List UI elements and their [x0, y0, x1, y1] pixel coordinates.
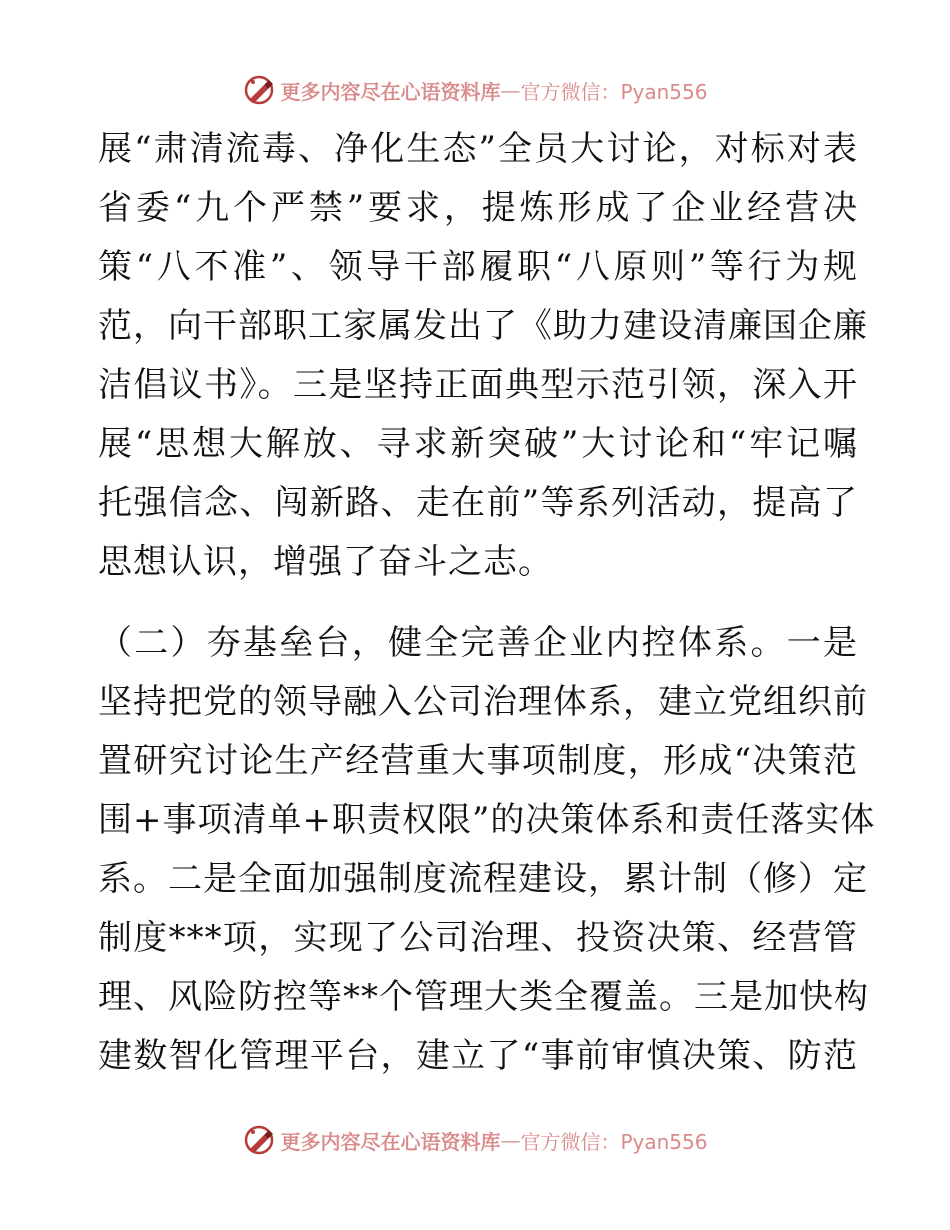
header-banner [0, 70, 950, 110]
banner-wechat: 官方微信：Pyan556 [520, 79, 708, 104]
text-line: 系。二是全面加强制度流程建设，累计制（修）定 [98, 859, 868, 899]
text-line: 展“肃清流毒、净化生态”全员大讨论，对标对表 [98, 129, 858, 169]
text-line: 思想认识，增强了奋斗之志。 [98, 542, 553, 582]
banner-separator: — [500, 1128, 521, 1152]
text-line: 坚持把党的领导融入公司治理体系，建立党组织前 [98, 682, 868, 722]
text-line: 托强信念、闯新路、走在前”等系列活动，提高了 [98, 483, 858, 523]
text-line: 洁倡议书》。三是坚持正面典型示范引领，深入开 [98, 365, 858, 405]
text-line: 围+事项清单+职责权限”的决策体系和责任落实体 [98, 800, 876, 840]
document-body [98, 120, 876, 1086]
text-line: 展“思想大解放、寻求新突破”大讨论和“牢记嘱 [98, 424, 858, 464]
paragraph-2 [98, 614, 876, 1086]
text-line: 范，向干部职工家属发出了《助力建设清廉国企廉 [98, 306, 868, 346]
text-line: 理、风险防控等**个管理大类全覆盖。三是加快构 [98, 977, 869, 1017]
banner-brand: 更多内容尽在心语资料库 [280, 1129, 501, 1154]
banner-separator: — [500, 78, 521, 102]
banner-wechat: 官方微信：Pyan556 [520, 1129, 708, 1154]
text-line: 制度***项，实现了公司治理、投资决策、经营管 [98, 918, 858, 958]
fountain-pen-seal-icon [242, 73, 276, 107]
footer-banner [0, 1120, 950, 1160]
paragraph-gap [98, 592, 858, 614]
banner-brand: 更多内容尽在心语资料库 [280, 79, 501, 104]
text-line: 置研究讨论生产经营重大事项制度，形成“决策范 [98, 741, 858, 781]
fountain-pen-seal-icon [242, 1123, 276, 1157]
paragraph-1 [98, 120, 868, 592]
text-line: 建数智化管理平台，建立了“事前审慎决策、防范 [98, 1036, 858, 1076]
text-line: （二）夯基垒台，健全完善企业内控体系。一是 [98, 623, 858, 663]
text-line: 策“八不准”、领导干部履职“八原则”等行为规 [98, 247, 858, 287]
text-line: 省委“九个严禁”要求，提炼形成了企业经营决 [98, 188, 858, 228]
